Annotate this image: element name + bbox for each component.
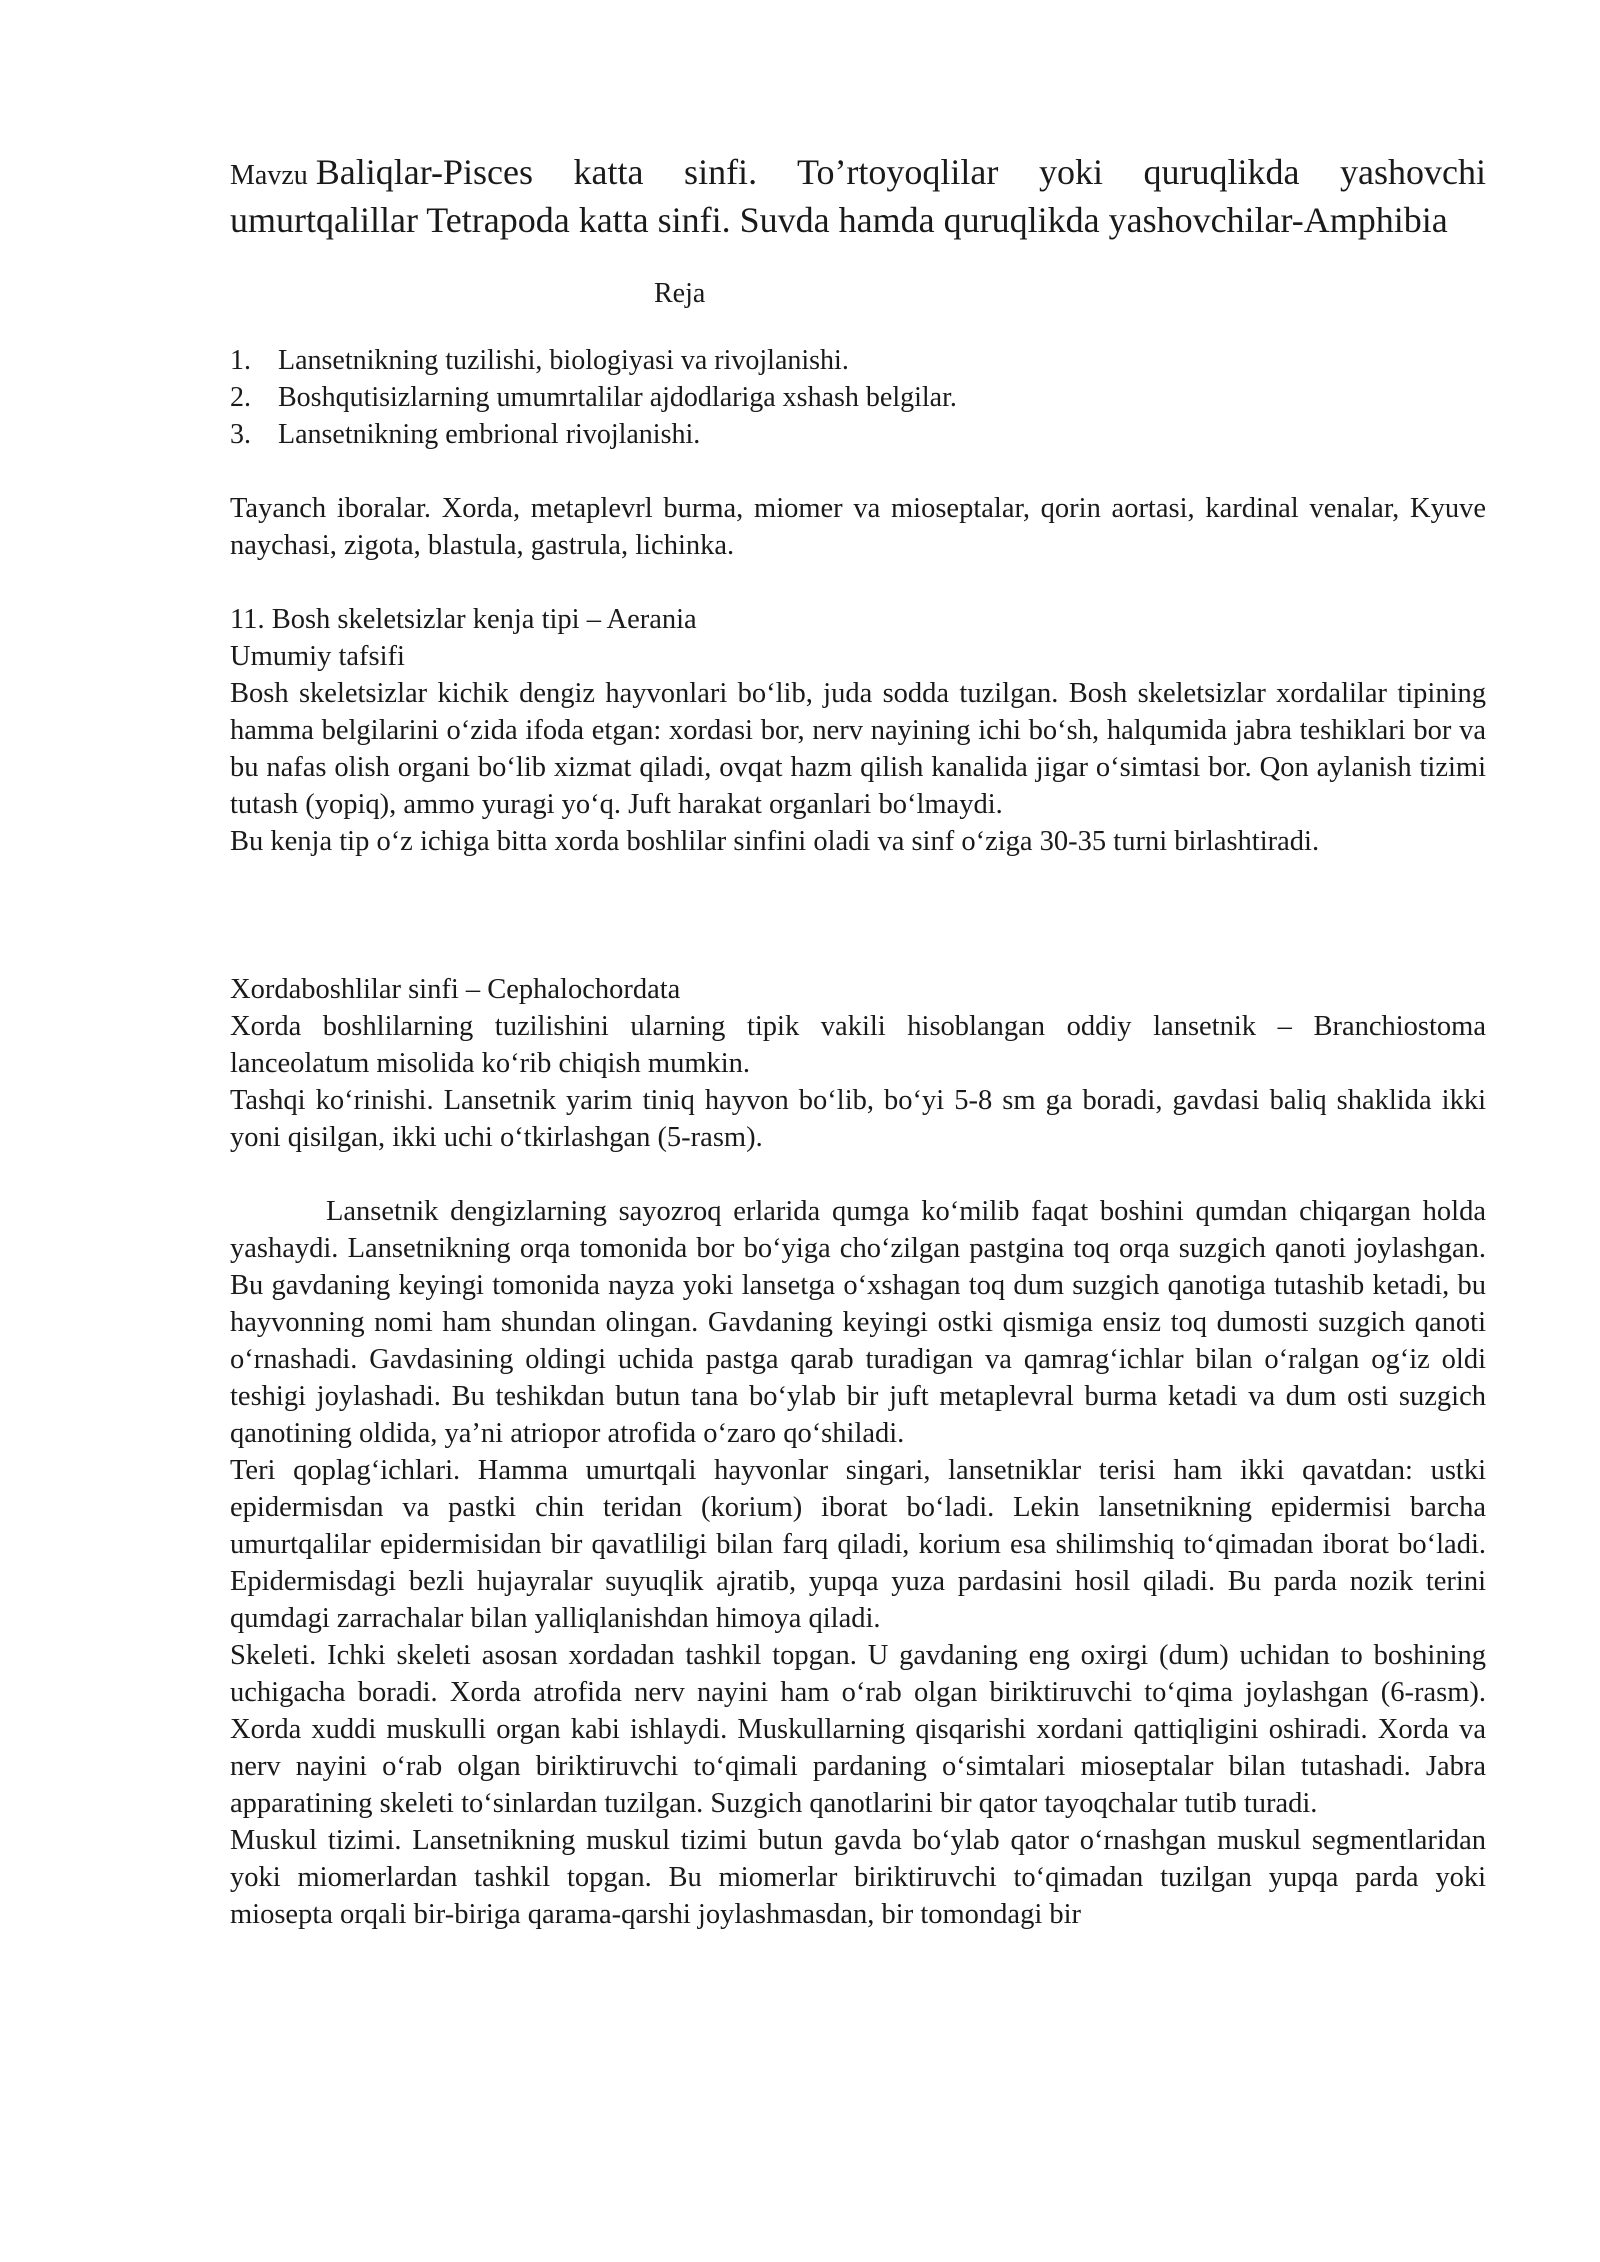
plan-heading: Reja xyxy=(654,278,706,309)
plan-item xyxy=(230,379,1486,416)
paragraph: Bu kenja tip o‘z ichiga bitta xorda boshlilar sinfini oladi va sinf o‘ziga 30-35 turni birlashtiradi. xyxy=(230,826,1320,857)
document-title xyxy=(230,150,1486,242)
plan-item-text: Boshqutisizlarning umumrtalilar ajdodlariga xshash belgilar. xyxy=(278,382,957,413)
plan-item-text: Lansetnikning tuzilishi, biologiyasi va rivojlanishi. xyxy=(278,345,849,376)
paragraph: Teri qoplag‘ichlari. Hamma umurtqali hayvonlar singari, lansetniklar terisi ham ikki qavatdan: ustki epidermisdan va pastki chin teridan (korium) iborat bo‘ladi. Lekin lansetnikning epidermisi barcha umurtqalilar epidermisidan bir qavatliligi bilan farq qiladi, korium esa shilimshiq to‘qimadan iborat bo‘ladi. Epidermisdagi bezli hujayralar suyuqlik ajratib, yupqa yuza pardasini hosil qiladi. Bu parda nozik terini qumdagi zarrachalar bilan yalliqlanishdan himoya qiladi. xyxy=(230,1455,1486,1634)
keywords-paragraph: Tayanch iboralar. Xorda, metaplevrl burma, miomer va mioseptalar, qorin aortasi, kardinal venalar, Kyuve naychasi, zigota, blastula, gastrula, lichinka. xyxy=(230,493,1486,561)
plan-list xyxy=(230,342,1486,453)
paragraph: Bosh skeletsizlar kichik dengiz hayvonlari bo‘lib, juda sodda tuzilgan. Bosh skeletsizlar xordalilar tipining hamma belgilarini o‘zida ifoda etgan: xordasi bor, nerv nayining ichi bo‘sh, halqumida jabra teshiklari bor va bu nafas olish organi bo‘lib xizmat qiladi, ovqat hazm qilish kanalida jigar o‘simtasi bor. Qon aylanish tizimi tutash (yopiq), ammo yuragi yo‘q. Juft harakat organlari bo‘lmaydi. xyxy=(230,678,1486,820)
paragraph: Tashqi ko‘rinishi. Lansetnik yarim tiniq hayvon bo‘lib, bo‘yi 5-8 sm ga boradi, gavdasi baliq shaklida ikki yoni qisilgan, ikki uchi o‘tkirlashgan (5-rasm). xyxy=(230,1085,1486,1153)
plan-item xyxy=(230,416,1486,453)
paragraph: Skeleti. Ichki skeleti asosan xordadan tashkil topgan. U gavdaning eng oxirgi (dum) uchidan to boshining uchigacha boradi. Xorda atrofida nerv nayini ham o‘rab olgan biriktiruvchi to‘qima joylashgan (6-rasm). Xorda xuddi muskulli organ kabi ishlaydi. Muskullarning qisqarishi xordani qattiqligini oshiradi. Xorda va nerv nayini o‘rab olgan biriktiruvchi to‘qimali pardaning o‘simtalari mioseptalar bilan tutashadi. Jabra apparatining skeleti to‘sinlardan tuzilgan. Suzgich qanotlarini bir qator tayoqchalar tutib turadi. xyxy=(230,1640,1486,1819)
section-heading: Xordaboshlilar sinfi – Cephalochordata xyxy=(230,974,681,1005)
plan-item xyxy=(230,342,1486,379)
section-heading: 11. Bosh skeletsizlar kenja tipi – Aerania xyxy=(230,604,697,635)
section-subheading: Umumiy tafsifi xyxy=(230,641,405,672)
plan-item-number: 2. xyxy=(230,382,251,413)
document-page xyxy=(230,150,1486,1933)
title-text: Baliqlar-Pisces katta sinfi. To’rtoyoqlilar yoki quruqlikda yashovchi umurtqalillar Tetrapoda katta sinfi. Suvda hamda quruqlikda yashovchilar-Amphibia xyxy=(230,152,1486,240)
document-body xyxy=(230,453,1486,1933)
plan-item-number: 1. xyxy=(230,345,251,376)
paragraph: Muskul tizimi. Lansetnikning muskul tizimi butun gavda bo‘ylab qator o‘rnashgan muskul segmentlaridan yoki miomerlardan tashkil topgan. Bu miomerlar biriktiruvchi to‘qimadan tuzilgan yupqa parda yoki miosepta orqali bir-biriga qarama-qarshi joylashmasdan, bir tomondagi bir xyxy=(230,1825,1486,1930)
paragraph: Xorda boshlilarning tuzilishini ularning tipik vakili hisoblangan oddiy lansetnik – Branchiostoma lanceolatum misolida ko‘rib chiqish mumkin. xyxy=(230,1011,1486,1079)
paragraph: Lansetnik dengizlarning sayozroq erlarida qumga ko‘milib faqat boshini qumdan chiqargan holda yashaydi. Lansetnikning orqa tomonida bor bo‘yiga cho‘zilgan pastgina toq orqa suzgich qanoti joylashgan. Bu gavdaning keyingi tomonida nayza yoki lansetga o‘xshagan toq dum suzgich qanotiga tutashib ketadi, bu hayvonning nomi ham shundan olingan. Gavdaning keyingi ostki qismiga ensiz toq dumosti suzgich qanoti o‘rnashadi. Gavdasining oldingi uchida pastga qarab turadigan va qamrag‘ichlar bilan o‘ralgan og‘iz oldi teshigi joylashadi. Bu teshikdan butun tana bo‘ylab bir juft metaplevral burma ketadi va dum osti suzgich qanotining oldida, ya’ni atriopor atrofida o‘zaro qo‘shiladi. xyxy=(230,1196,1486,1449)
title-label: Mavzu xyxy=(230,160,308,191)
plan-item-text: Lansetnikning embrional rivojlanishi. xyxy=(278,419,701,450)
plan-item-number: 3. xyxy=(230,419,251,450)
